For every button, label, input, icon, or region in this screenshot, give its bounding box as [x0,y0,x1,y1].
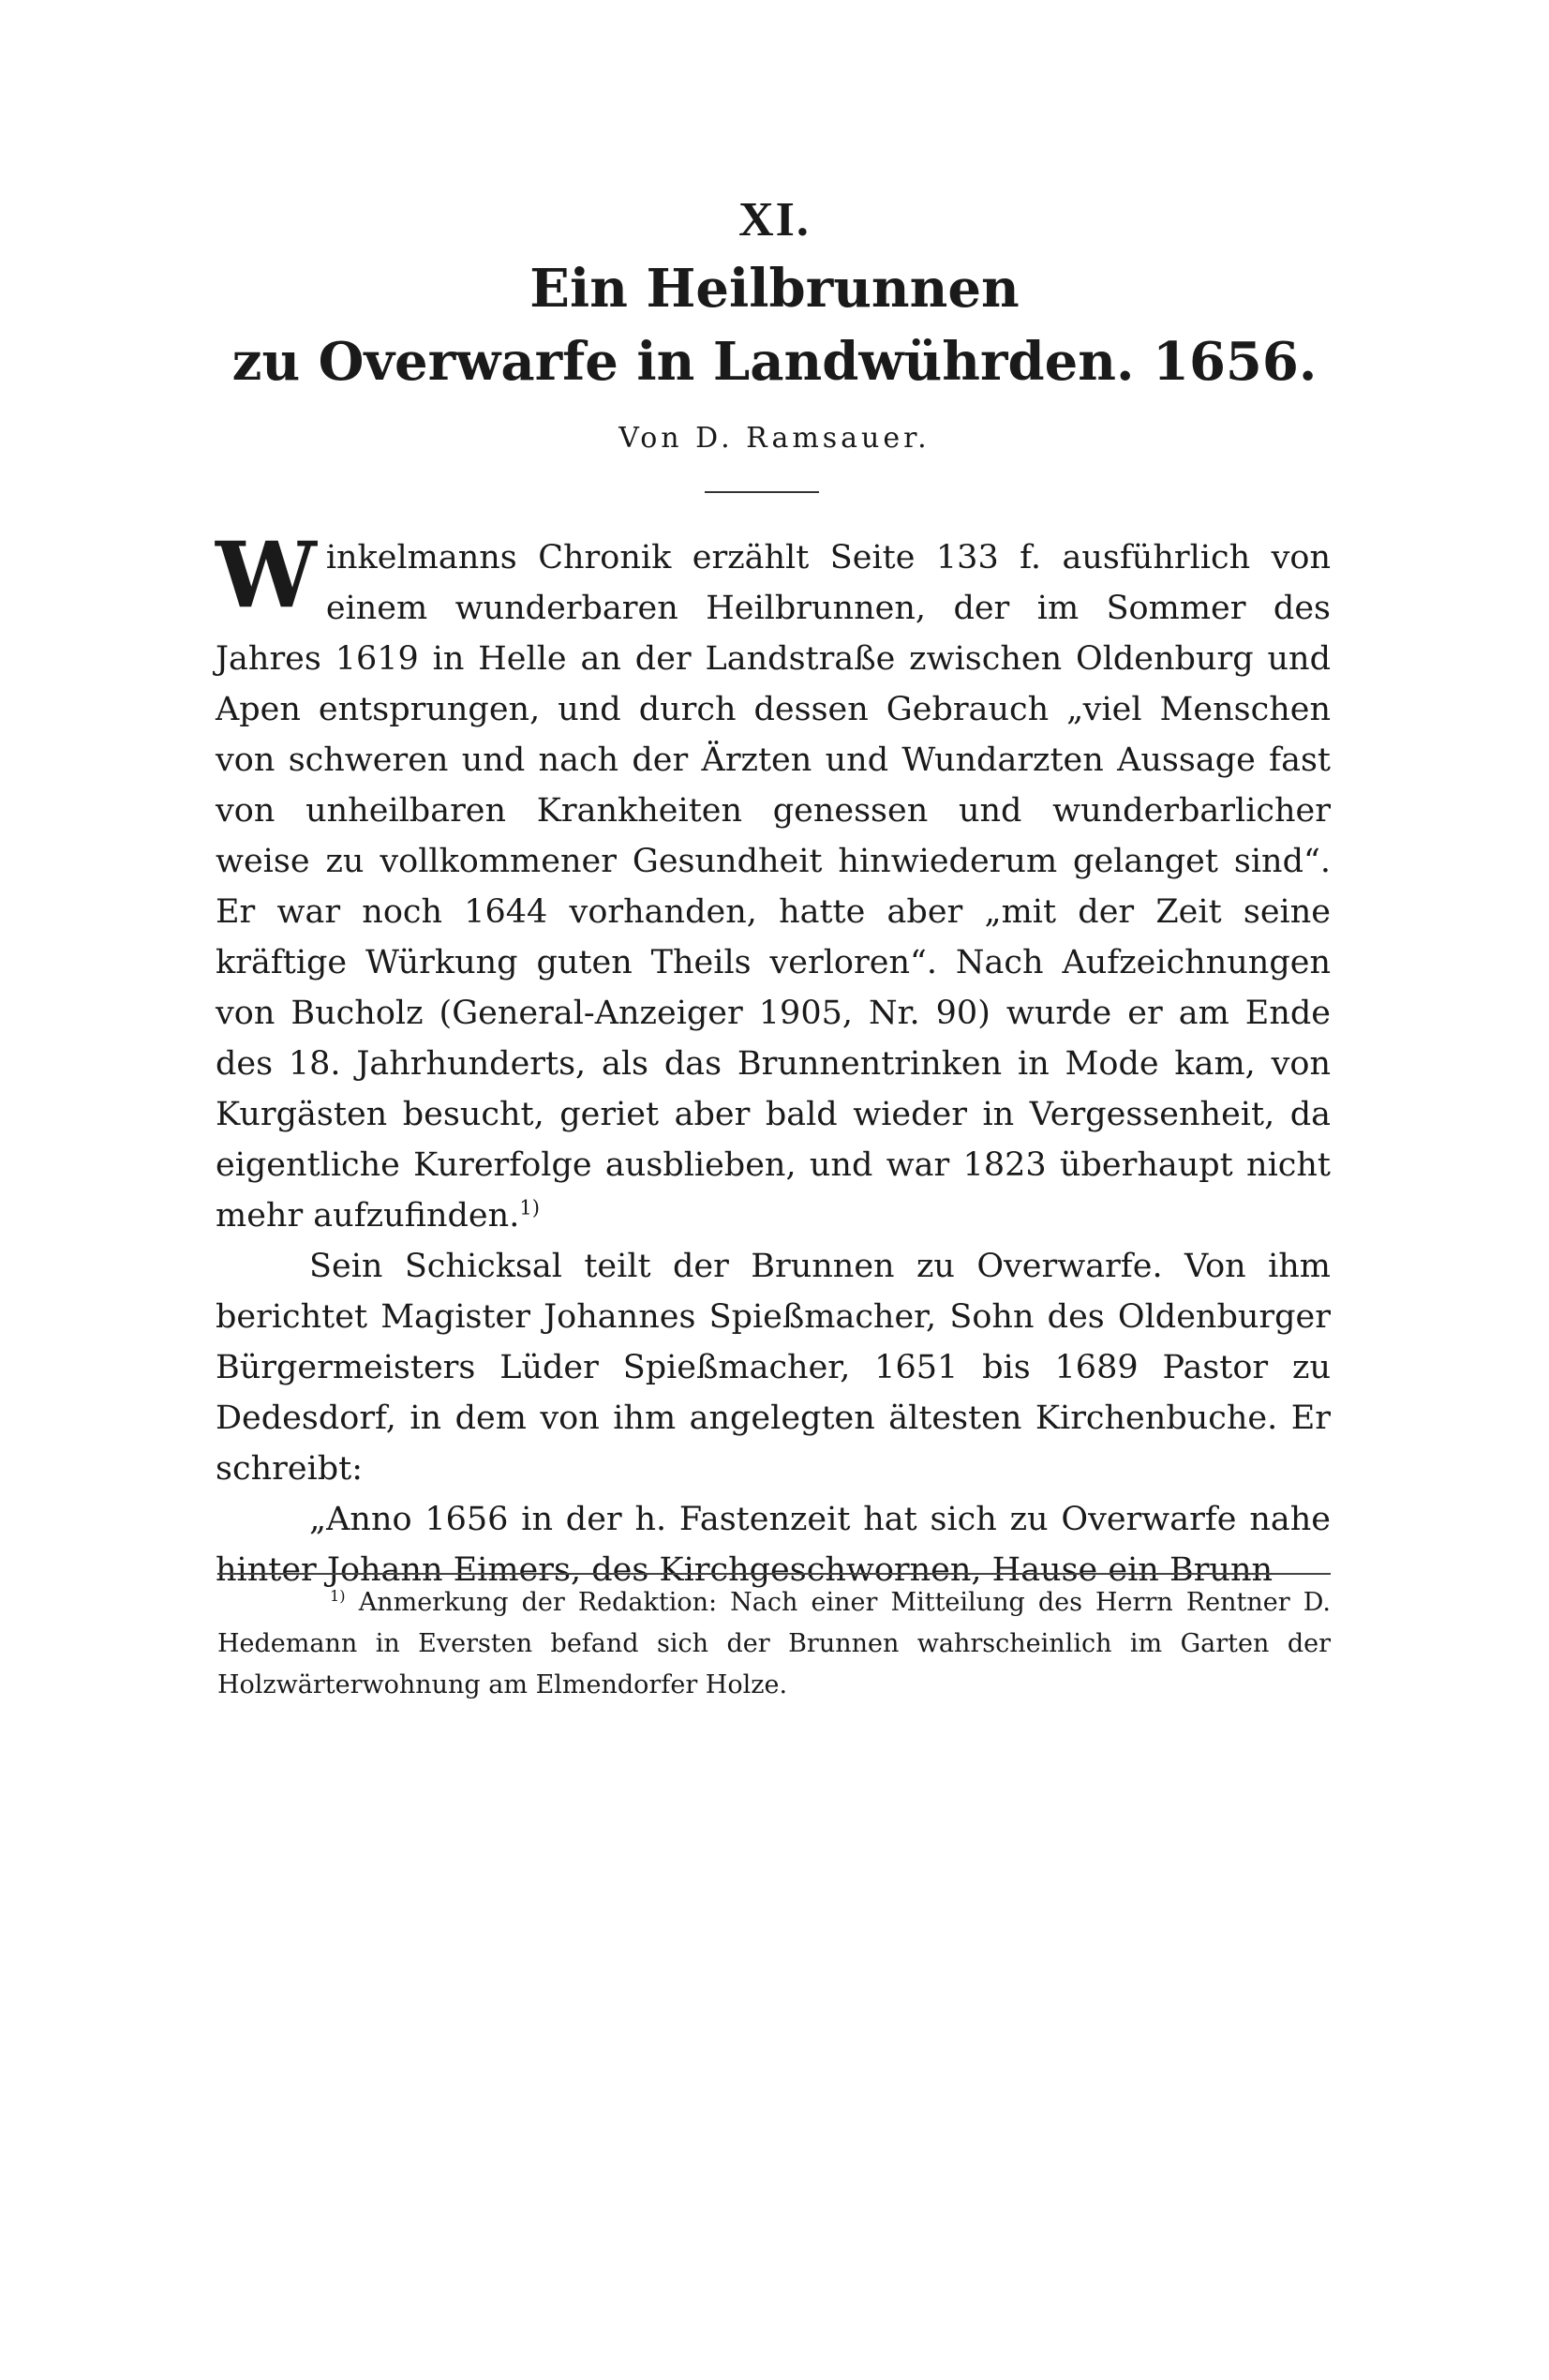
paragraph-2: Sein Schicksal teilt der Brunnen zu Overwarfe. Von ihm berichtet Magister Johannes Spießmacher, Sohn des Oldenburger Bürgermeisters Lüder Spießmacher, 1651 bis 1689 Pastor zu Dedesdorf, in dem von ihm angelegten ältesten Kirchenbuche. Er schreibt: [216,1248,1331,1488]
footnote-marker: 1) [330,1587,346,1605]
title-line-1: Ein Heilbrunnen [529,258,1020,320]
footnote-1 [217,1582,1331,1706]
title-divider [705,491,819,493]
paragraph-3: „Anno 1656 in der h. Fastenzeit hat sich zu Overwarfe nahe hinter Johann Eimers, des Kirchgeschwornen, Hause ein Brunn [216,1501,1331,1589]
footnote-text: Anmerkung der Redaktion: Nach einer Mitteilung des Herrn Rentner D. Hedemann in Eversten befand sich der Brunnen wahrscheinlich im Garten der Holzwärterwohnung am Elmendorfer Holze. [217,1588,1331,1699]
chapter-number: XI. [738,193,811,247]
drop-cap: W [216,522,317,628]
footnotes [217,1582,1331,1706]
paragraph-1 [216,522,1331,1241]
footnote-reference[interactable]: 1) [519,1196,540,1220]
paragraph-1-text: inkelmanns Chronik erzählt Seite 133 f. ausführlich von einem wunderbaren Heilbrunnen, der im Sommer des Jahres 1619 in Helle an der Landstraße zwischen Oldenburg und Apen entsprungen, und durch dessen Gebrauch „viel Menschen von schweren und nach der Ärzten und Wundarzten Aussage fast von unheilbaren Krankheiten genessen und wunderbarlicher weise zu vollkommener Gesundheit hinwiederum gelanget sind“. Er war noch 1644 vorhanden, hatte aber „mit der Zeit seine kräftige Würkung guten Theils verloren“. Nach Aufzeichnungen von Bucholz (General-Anzeiger 1905, Nr. 90) wurde er am Ende des 18. Jahrhunderts, als das Brunnentrinken in Mode kam, von Kurgästen besucht, geriet aber bald wieder in Vergessenheit, da eigentliche Kurerfolge ausblieben, und war 1823 überhaupt nicht mehr aufzufinden. [216,539,1331,1235]
footnote-divider [217,1573,1331,1575]
title-line-2: zu Overwarfe in Landwührden. 1656. [231,331,1318,393]
body-text [216,522,1331,1595]
author-byline: Von D. Ramsauer. [618,422,931,455]
